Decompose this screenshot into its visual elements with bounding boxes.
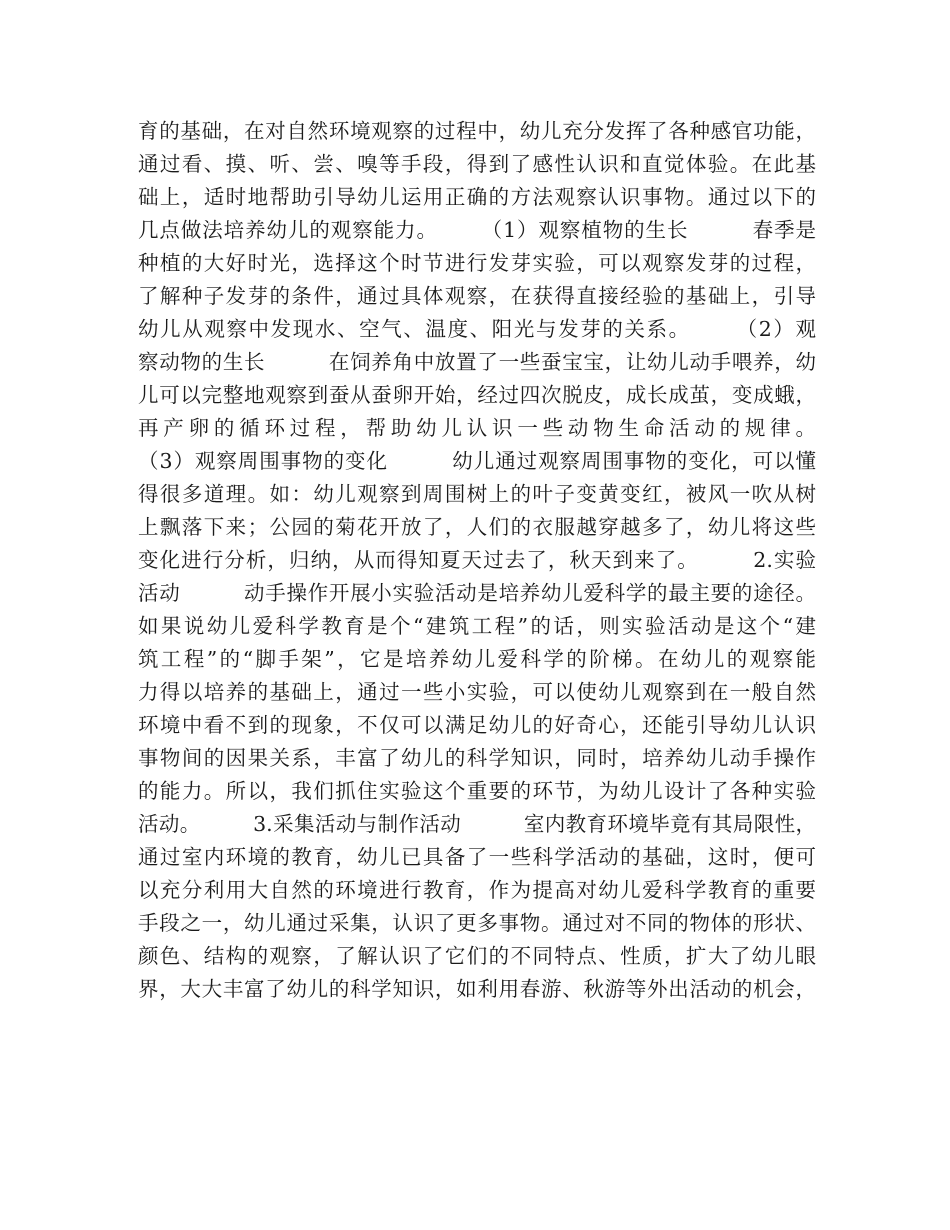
text-line: 变化进行分析，归纳，从而得知夏天过去了，秋天到来了。 2.实验 (138, 548, 816, 572)
text-line: 育的基础，在对自然环境观察的过程中，幼儿充分发挥了各种感官功能， (138, 119, 816, 143)
text-line: 的能力。所以，我们抓住实验这个重要的环节，为幼儿设计了各种实验 (138, 779, 816, 803)
text-line: 了解种子发芽的条件，通过具体观察，在获得直接经验的基础上，引导 (138, 284, 816, 308)
text-line: 颜色、结构的观察，了解认识了它们的不同特点、性质，扩大了幼儿眼 (138, 944, 816, 968)
text-line: 得很多道理。如：幼儿观察到周围树上的叶子变黄变红，被风一吹从树 (138, 482, 816, 506)
text-line: 上飘落下来；公园的菊花开放了，人们的衣服越穿越多了，幼儿将这些 (138, 515, 816, 539)
text-line: 手段之一，幼儿通过采集，认识了更多事物。通过对不同的物体的形状、 (138, 911, 816, 935)
text-line: 儿可以完整地观察到蚕从蚕卵开始，经过四次脱皮，成长成茧，变成蛾， (138, 383, 816, 407)
text-line: 几点做法培养幼儿的观察能力。 （1）观察植物的生长 春季是 (138, 218, 816, 242)
text-line: 再产卵的循环过程，帮助幼儿认识一些动物生命活动的规律。 (138, 416, 816, 440)
text-line: 力得以培养的基础上，通过一些小实验，可以使幼儿观察到在一般自然 (138, 680, 816, 704)
text-line: 通过看、摸、听、尝、嗅等手段，得到了感性认识和直觉体验。在此基 (138, 152, 816, 176)
text-line: 幼儿从观察中发现水、空气、温度、阳光与发芽的关系。 （2）观 (138, 317, 816, 341)
text-line: 如果说幼儿爱科学教育是个“建筑工程”的话，则实验活动是这个“建 (138, 614, 816, 638)
text-line: （3）观察周围事物的变化 幼儿通过观察周围事物的变化，可以懂 (138, 449, 816, 473)
text-line: 事物间的因果关系，丰富了幼儿的科学知识，同时，培养幼儿动手操作 (138, 746, 816, 770)
text-line: 通过室内环境的教育，幼儿已具备了一些科学活动的基础，这时，便可 (138, 845, 816, 869)
text-line: 察动物的生长 在饲养角中放置了一些蚕宝宝，让幼儿动手喂养，幼 (138, 350, 816, 374)
text-line: 界，大大丰富了幼儿的科学知识，如利用春游、秋游等外出活动的机会， (138, 977, 816, 1001)
text-line: 活动。 3.采集活动与制作活动 室内教育环境毕竟有其局限性， (138, 812, 816, 836)
text-line: 以充分利用大自然的环境进行教育，作为提高对幼儿爱科学教育的重要 (138, 878, 816, 902)
text-line: 种植的大好时光，选择这个时节进行发芽实验，可以观察发芽的过程， (138, 251, 816, 275)
text-line: 础上，适时地帮助引导幼儿运用正确的方法观察认识事物。通过以下的 (138, 185, 816, 209)
body-text (138, 115, 816, 1006)
text-line: 活动 动手操作开展小实验活动是培养幼儿爱科学的最主要的途径。 (138, 581, 816, 605)
text-line: 环境中看不到的现象，不仅可以满足幼儿的好奇心，还能引导幼儿认识 (138, 713, 816, 737)
text-line: 筑工程”的“脚手架”，它是培养幼儿爱科学的阶梯。在幼儿的观察能 (138, 647, 816, 671)
